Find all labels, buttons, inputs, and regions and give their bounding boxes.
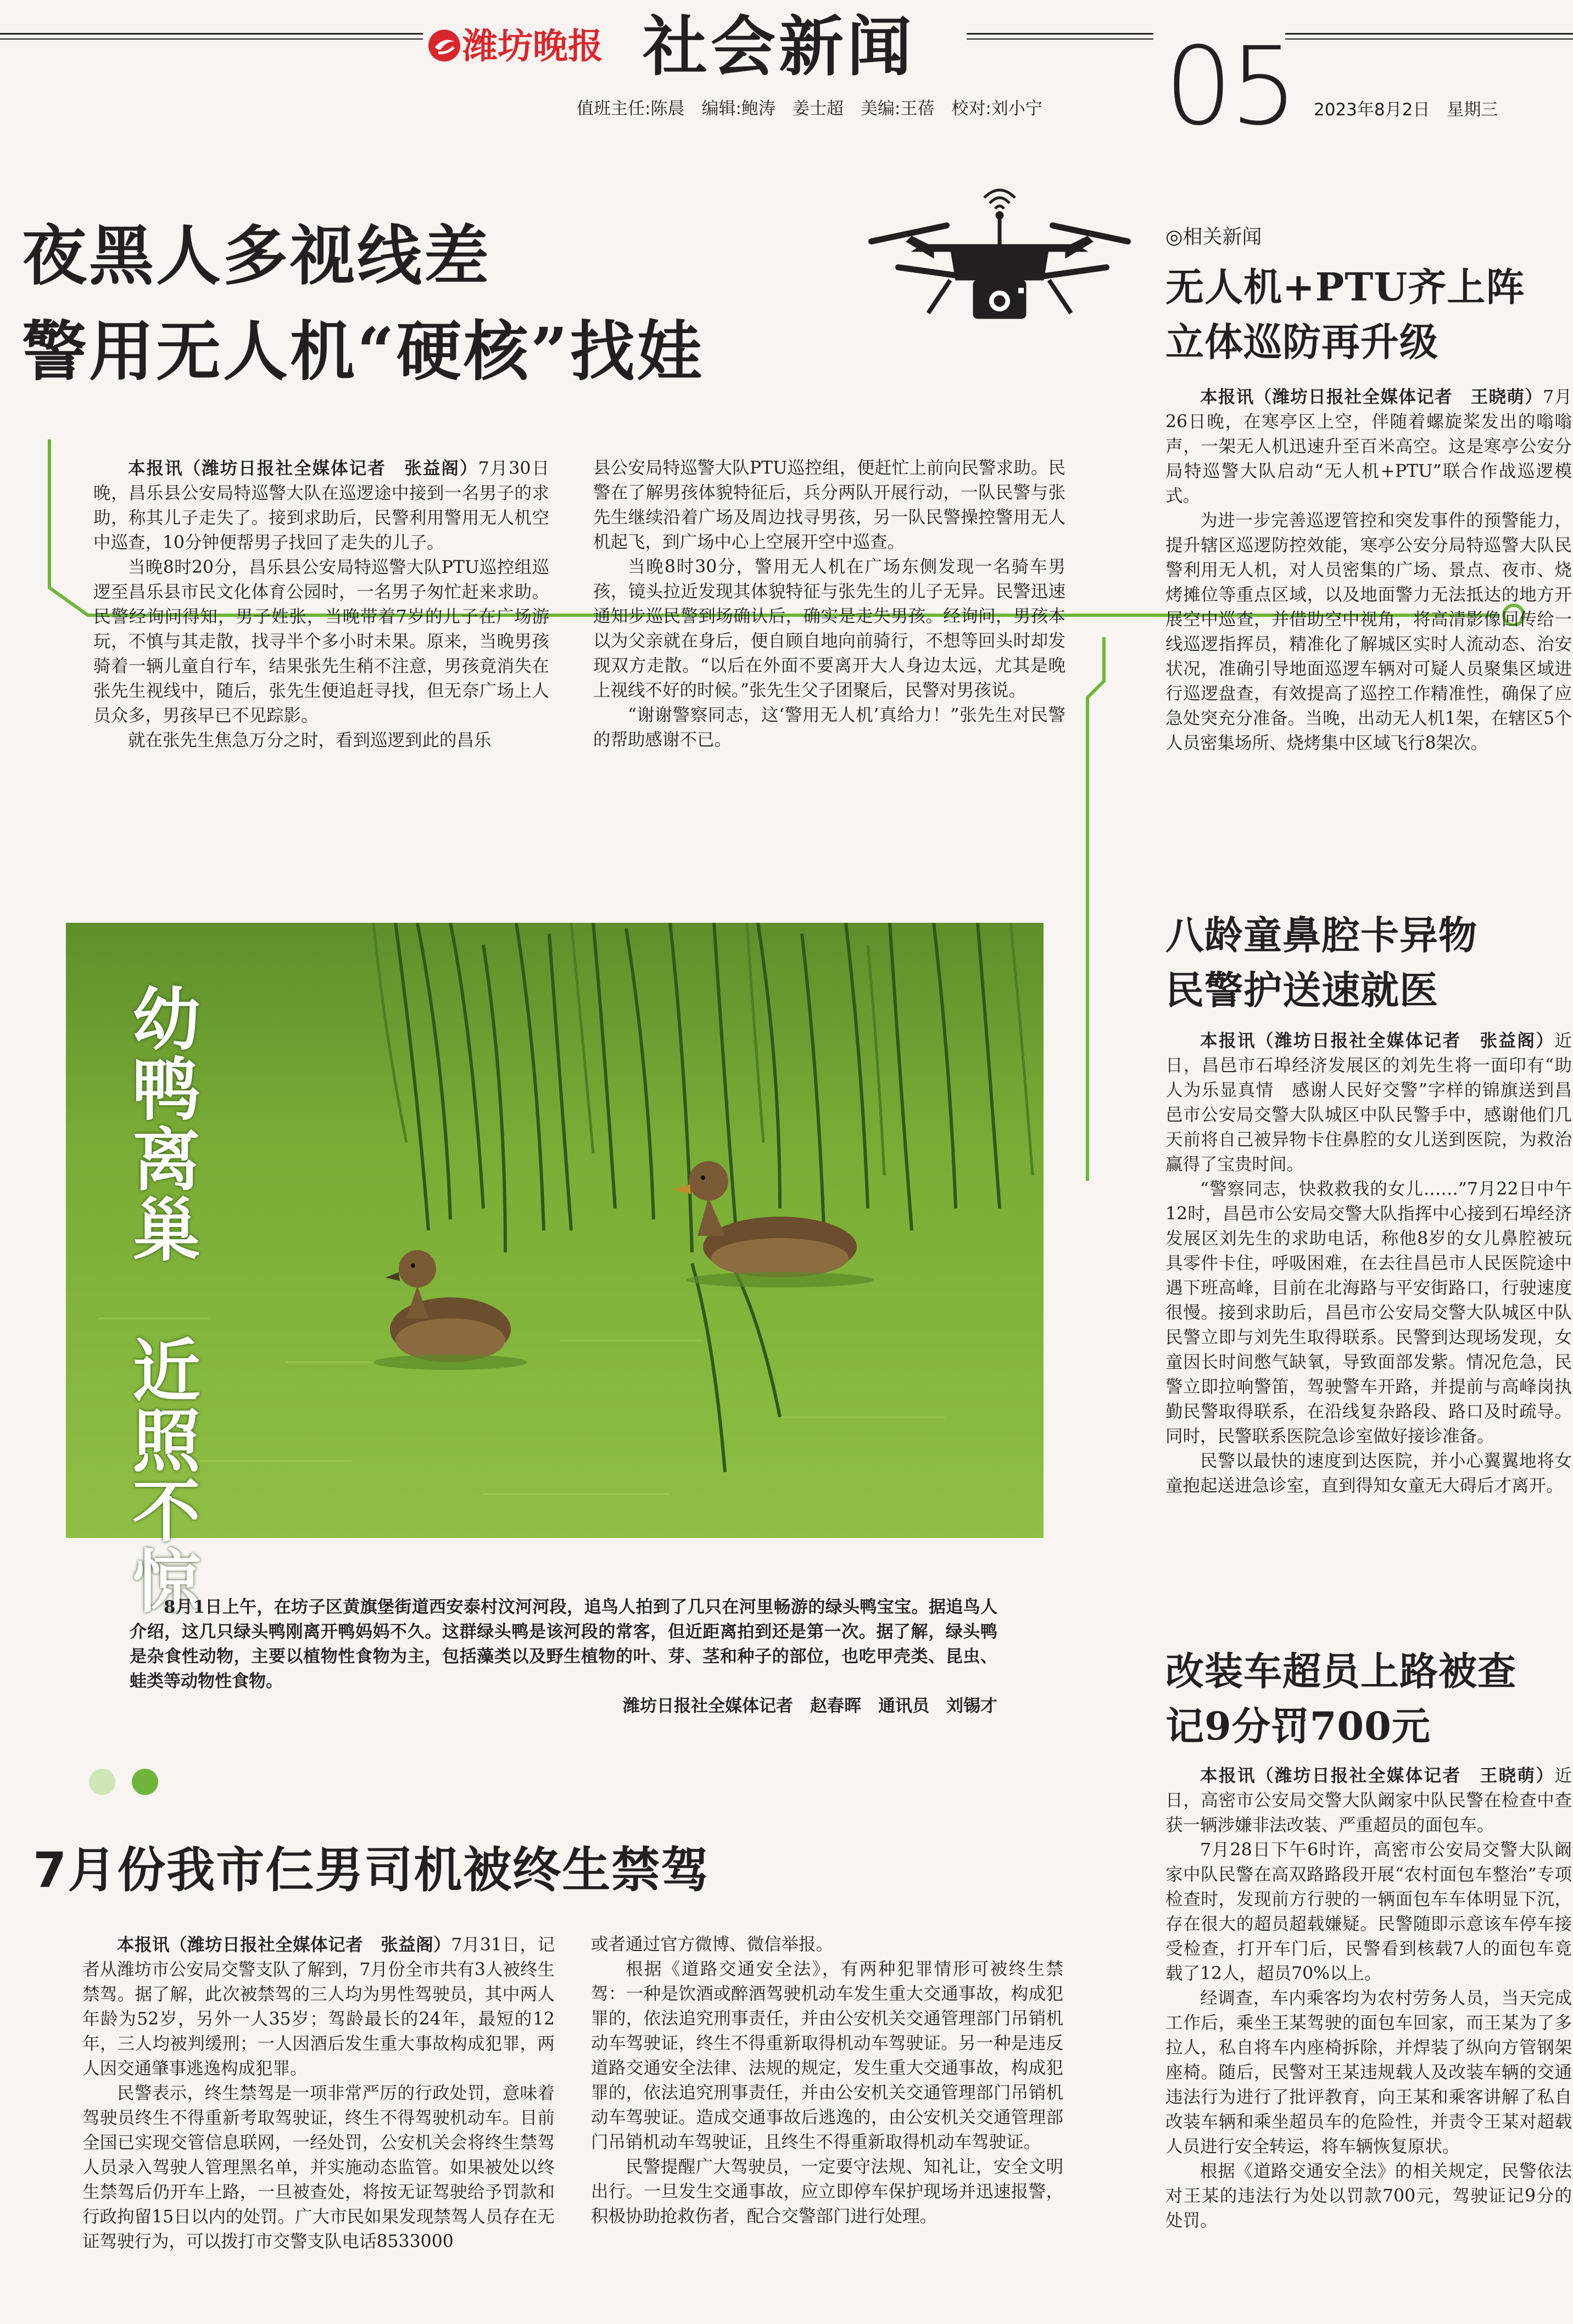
- side3-headline-line2: 记9分罚700元: [1165, 1703, 1431, 1749]
- lead-headline-line1: 夜黑人多视线差: [22, 218, 492, 294]
- related-news-tag: ◎相关新闻: [1165, 226, 1262, 248]
- masthead-rule: [0, 33, 423, 35]
- paragraph: 根据《道路交通安全法》，有两种犯罪情形可被终生禁驾：一种是饮酒或醉酒驾驶机动车发生重大交通事故，构成犯罪的，依法追究刑事责任，并由公安机关交通管理部门吊销机动车驾驶证，终生不得重新取得机动车驾驶证。另一种是违反道路交通安全法律、法规的规定，发生重大交通事故，构成犯罪的，依法追究刑事责任，并由公安机关交通管理部门吊销机动车驾驶证。造成交通事故后逃逸的，由公安机关交通管理部门吊销机动车驾驶证，且终生不得重新取得机动车驾驶证。: [591, 1959, 1063, 2152]
- photo-caption: 8月1日上午，在坊子区黄旗堡街道西安泰村汶河河段，追鸟人拍到了几只在河里畅游的绿头鸭宝宝。据追鸟人介绍，这几只绿头鸭刚离开鸭妈妈不久。这群绿头鸭是该河段的常客，但近距离拍到还是第一次。据了解，绿头鸭是杂食性动物，主要以植物性食物为主，包括藻类以及野生植物的叶、芽、茎和种子的部位，也吃甲壳类、昆虫、蛙类等动物性食物。 潍坊日报社全媒体记者 赵春晖 通讯员 刘锡才: [130, 1595, 997, 1719]
- bottom-headline: 7月份我市仨男司机被终生禁驾: [33, 1842, 711, 1898]
- paragraph: 根据《道路交通安全法》的相关规定，民警依法对王某的违法行为处以罚款700元，驾驶证记9分的处罚。: [1165, 2161, 1572, 2231]
- lead-column-1: 本报讯（潍坊日报社全媒体记者 张益阁）7月30日晚，昌乐县公安局特巡警大队在巡逻途中接到一名男子的求助，称其儿子走失了。接到求助后，民警利用警用无人机空中巡查，10分钟便帮男子找回了走失的儿子。 当晚8时20分，昌乐县公安局特巡警大队PTU巡控组巡逻至昌乐县市民文化体育公园时，一名男子匆忙赶来求助。民警经询问得知，男子姓张，当晚带着7岁的儿子在广场游玩，不慎与其走散，找寻半个多小时未果。原来，当晚男孩骑着一辆儿童自行车，结果张先生稍不注意，男孩竟消失在张先生视线中，随后，张先生便追赶寻找，但无奈广场上人员众多，男孩早已不见踪影。 就在张先生焦急万分之时，看到巡逻到此的昌乐: [93, 456, 549, 753]
- masthead-rule: [967, 38, 1153, 40]
- side1-headline-line2: 立体巡防再升级: [1165, 319, 1438, 365]
- lead-headline-line2: 警用无人机“硬核”找娃: [22, 313, 704, 389]
- paragraph: 民警以最快的速度到达医院，并小心翼翼地将女童抱起送进急诊室，直到得知女童无大碍后才离开。: [1165, 1451, 1572, 1496]
- paper-name: 潍坊晚报: [462, 26, 603, 67]
- masthead-rule: [967, 33, 1153, 35]
- side3-headline-line1: 改装车超员上路被查: [1165, 1648, 1516, 1694]
- page-number: 05: [1164, 24, 1295, 149]
- decor-dot: [132, 1769, 158, 1795]
- side2-headline-line1: 八龄童鼻腔卡异物: [1165, 912, 1477, 958]
- paragraph: “谢谢警察同志，这‘警用无人机’真给力！”张先生对民警的帮助感谢不已。: [593, 705, 1066, 750]
- paper-logo-icon: [427, 29, 461, 63]
- paragraph: 民警表示，终生禁驾是一项非常严厉的行政处罚，意味着驾驶员终生不得重新考取驾驶证，终生不得驾驶机动车。目前全国已实现交管信息联网，一经处罚，公安机关会将终生禁驾人员录入驾驶人管理黑名单，并实施动态监管。如果被处以终生禁驾后仍开车上路，一旦被查处，将按无证驾驶给予罚款和行政拘留15日以内的处罚。广大市民如果发现禁驾人员存在无证驾驶行为，可以拨打市交警支队电话8533000: [82, 2083, 555, 2251]
- section-title: 社会新闻: [643, 8, 916, 85]
- photo-credit: 潍坊日报社全媒体记者 赵春晖 通讯员 刘锡才: [623, 1696, 997, 1716]
- bottom-column-1: 本报讯（潍坊日报社全媒体记者 张益阁）7月31日，记者从潍坊市公安局交警支队了解到，7月份全市共有3人被终生禁驾。据了解，此次被禁驾的三人均为男性驾驶员，其中两人年龄为52岁，另外一人35岁；驾龄最长的24年，最短的12年，三人均被判缓刑；一人因酒后发生重大事故构成犯罪，两人因交通肇事逃逸构成犯罪。 民警表示，终生禁驾是一项非常严厉的行政处罚，意味着驾驶员终生不得重新考取驾驶证，终生不得驾驶机动车。目前全国已实现交管信息联网，一经处罚，公安机关会将终生禁驾人员录入驾驶人管理黑名单，并实施动态监管。如果被处以终生禁驾后仍开车上路，一旦被查处，将按无证驾驶给予罚款和行政拘留15日以内的处罚。广大市民如果发现禁驾人员存在无证驾驶行为，可以拨打市交警支队电话8533000: [82, 1932, 555, 2254]
- lead-byline: 本报讯（潍坊日报社全媒体记者 张益阁）: [128, 458, 478, 478]
- paragraph: 7月28日下午6时许，高密市公安局交警大队阚家中队民警在高双路路段开展“农村面包车整治”专项检查时，发现前方行驶的一辆面包车车体明显下沉，存在很大的超员超载嫌疑。民警随即示意该车停车接受检查，打开车门后，民警看到核载7人的面包车竟载了12人，超员70%以上。: [1165, 1840, 1572, 1983]
- photo-frame: [1076, 637, 1120, 1186]
- staff-line: 值班主任:陈晨 编辑:鲍涛 姜士超 美编:王蓓 校对:刘小宁: [577, 99, 1042, 119]
- bottom-byline: 本报讯（潍坊日报社全媒体记者 张益阁）: [117, 1935, 451, 1955]
- paragraph: 经调查，车内乘客均为农村劳务人员，当天完成工作后，乘坐王某驾驶的面包车回家，而王某为了多拉人，私自将车内座椅拆除，并焊装了纵向方管钢架座椅。随后，民警对王某违规载人及改装车辆的交通违法行为进行了批评教育，向王某和乘客讲解了私自改装车辆和乘坐超员车的危险性，并责令王某对超载人员进行安全转运，将车辆恢复原状。: [1165, 1988, 1572, 2156]
- paragraph: 为进一步完善巡逻管控和突发事件的预警能力，提升辖区巡逻防控效能，寒亭公安分局特巡警大队民警利用无人机，对人员密集的广场、景点、夜市、烧烤摊位等重点区域，以及地面警力无法抵达的地方开展空中巡查，并借助空中视角，将高清影像回传给一线巡逻指挥员，精准化了解城区实时人流动态、治安状况，准确引导地面巡逻车辆对可疑人员聚集区域进行巡逻盘查，有效提高了巡控工作精准性，确保了应急处突充分准备。当晚，出动无人机1架，在辖区5个人员密集场所、烧烤集中区域飞行8架次。: [1165, 511, 1572, 753]
- issue-date: 2023年8月2日 星期三: [1314, 100, 1498, 120]
- bottom-column-2: [591, 1932, 1063, 2229]
- paragraph: 当晚8时20分，昌乐县公安局特巡警大队PTU巡控组巡逻至昌乐县市民文化体育公园时，一名男子匆忙赶来求助。民警经询问得知，男子姓张，当晚带着7岁的儿子在广场游玩，不慎与其走散，找寻半个多小时未果。原来，当晚男孩骑着一辆儿童自行车，结果张先生稍不注意，男孩竟消失在张先生视线中，随后，张先生便追赶寻找，但无奈广场上人员众多，男孩早已不见踪影。: [93, 558, 549, 726]
- side2-byline: 本报讯（潍坊日报社全媒体记者 张益阁）: [1200, 1030, 1555, 1051]
- side1-headline-line1: 无人机+PTU齐上阵: [1165, 264, 1525, 310]
- masthead: [0, 0, 1573, 149]
- ducks-photo: [66, 923, 1044, 1538]
- paragraph: 民警提醒广大驾驶员，一定要守法规、知礼让，安全文明出行。一旦发生交通事故，应立即停车保护现场并迅速报警，积极协助抢救伤者，配合交警部门进行处理。: [591, 2157, 1063, 2226]
- side1-byline: 本报讯（潍坊日报社全媒体记者 王晓萌）: [1200, 387, 1543, 407]
- side3-byline: 本报讯（潍坊日报社全媒体记者 王晓萌）: [1200, 1765, 1555, 1786]
- paragraph: 或者通过官方微博、微信举报。: [591, 1935, 834, 1954]
- side2-body: 本报讯（潍坊日报社全媒体记者 张益阁）近日，昌邑市石埠经济发展区的刘先生将一面印有“助人为乐显真情 感谢人民好交警”字样的锦旗送到昌邑市公安局交警大队城区中队民警手中，感谢他们几天前将自己被异物卡住鼻腔的女儿送到医院，为救治赢得了宝贵时间。 “警察同志，快救救我的女儿……”7月22日中午12时，昌邑市公安局交警大队指挥中心接到石埠经济发展区刘先生的求助电话，称他8岁的女儿鼻腔被玩具零件卡住，呼吸困难，在去往昌邑市人民医院途中遇下班高峰，目前在北海路与平安街路口，行驶速度很慢。接到求助后，昌邑市公安局交警大队城区中队民警立即与刘先生取得联系。民警到达现场发现，女童因长时间憋气缺氧，导致面部发紫。情况危急，民警立即拉响警笛，驾驶警车开路，并提前与高峰岗执勤民警取得联系，在沿线复杂路段、路口及时疏导。同时，民警联系医院急诊室做好接诊准备。 民警以最快的速度到达医院，并小心翼翼地将女童抱起送进急诊室，直到得知女童无大碍后才离开。: [1165, 1028, 1572, 1498]
- paragraph: 县公安局特巡警大队PTU巡控组，便赶忙上前向民警求助。民警在了解男孩体貌特征后，兵分两队开展行动，一队民警与张先生继续沿着广场及周边找寻男孩，另一队民警操控警用无人机起飞，到广场中心上空展开空中巡查。: [593, 458, 1066, 552]
- drone-icon: [846, 187, 1153, 341]
- paragraph: 就在张先生焦急万分之时，看到巡逻到此的昌乐: [128, 731, 492, 750]
- photo-title: 幼鸭离巢 近照不惊: [121, 983, 200, 1616]
- masthead-rule: [0, 38, 423, 40]
- paragraph: 当晚8时30分，警用无人机在广场东侧发现一名骑车男孩，镜头拉近发现其体貌特征与张先生的儿子无异。民警迅速通知步巡民警到场确认后，确实是走失男孩。经询问，男孩本以为父亲就在身后，便自顾自地向前骑行，不想等回头时却发现双方走散。“以后在外面不要离开大人身边太远，尤其是晚上视线不好的时候。”张先生父子团聚后，民警对男孩说。: [593, 557, 1066, 700]
- masthead-rule: [1285, 33, 1573, 35]
- side1-body: 本报讯（潍坊日报社全媒体记者 王晓萌）7月26日晚，在寒亭区上空，伴随着螺旋桨发出的嗡嗡声，一架无人机迅速升至百米高空。这是寒亭公安分局特巡警大队启动“无人机+PTU”联合作战巡逻模式。 为进一步完善巡逻管控和突发事件的预警能力，提升辖区巡逻防控效能，寒亭公安分局特巡警大队民警利用无人机，对人员密集的广场、景点、夜市、烧烤摊位等重点区域，以及地面警力无法抵达的地方开展空中巡查，并借助空中视角，将高清影像回传给一线巡逻指挥员，精准化了解城区实时人流动态、治安状况，准确引导地面巡逻车辆对可疑人员聚集区域进行巡逻盘查，有效提高了巡控工作精准性，确保了应急处突充分准备。当晚，出动无人机1架，在辖区5个人员密集场所、烧烤集中区域飞行8架次。: [1165, 384, 1572, 756]
- side3-body: 本报讯（潍坊日报社全媒体记者 王晓萌）近日，高密市公安局交警大队阚家中队民警在检查中查获一辆涉嫌非法改装、严重超员的面包车。 7月28日下午6时许，高密市公安局交警大队阚家中队民警在高双路路段开展“农村面包车整治”专项检查时，发现前方行驶的一辆面包车车体明显下沉，存在很大的超员超载嫌疑。民警随即示意该车停车接受检查，打开车门后，民警看到核载7人的面包车竟载了12人，超员70%以上。 经调查，车内乘客均为农村劳务人员，当天完成工作后，乘坐王某驾驶的面包车回家，而王某为了多拉人，私自将车内座椅拆除，并焊装了纵向方管钢架座椅。随后，民警对王某违规载人及改装车辆的交通违法行为进行了批评教育，向王某和乘客讲解了私自改装车辆和乘坐超员车的危险性，并责令王某对超载人员进行安全转运，将车辆恢复原状。 根据《道路交通安全法》的相关规定，民警依法对王某的违法行为处以罚款700元，驾驶证记9分的处罚。: [1165, 1763, 1572, 2233]
- paragraph: “警察同志，快救救我的女儿……”7月22日中午12时，昌邑市公安局交警大队指挥中心接到石埠经济发展区刘先生的求助电话，称他8岁的女儿鼻腔被玩具零件卡住，呼吸困难，在去往昌邑市人民医院途中遇下班高峰，目前在北海路与平安街路口，行驶速度很慢。接到求助后，昌邑市公安局交警大队城区中队民警立即与刘先生取得联系。民警到达现场发现，女童因长时间憋气缺氧，导致面部发紫。情况危急，民警立即拉响警笛，驾驶警车开路，并提前与高峰岗执勤民警取得联系，在沿线复杂路段、路口及时疏导。同时，民警联系医院急诊室做好接诊准备。: [1165, 1179, 1572, 1446]
- masthead-rule: [1285, 38, 1573, 40]
- side2-headline-line2: 民警护送速就医: [1165, 967, 1438, 1013]
- lead-column-2: [593, 456, 1066, 753]
- decor-dot: [89, 1769, 115, 1795]
